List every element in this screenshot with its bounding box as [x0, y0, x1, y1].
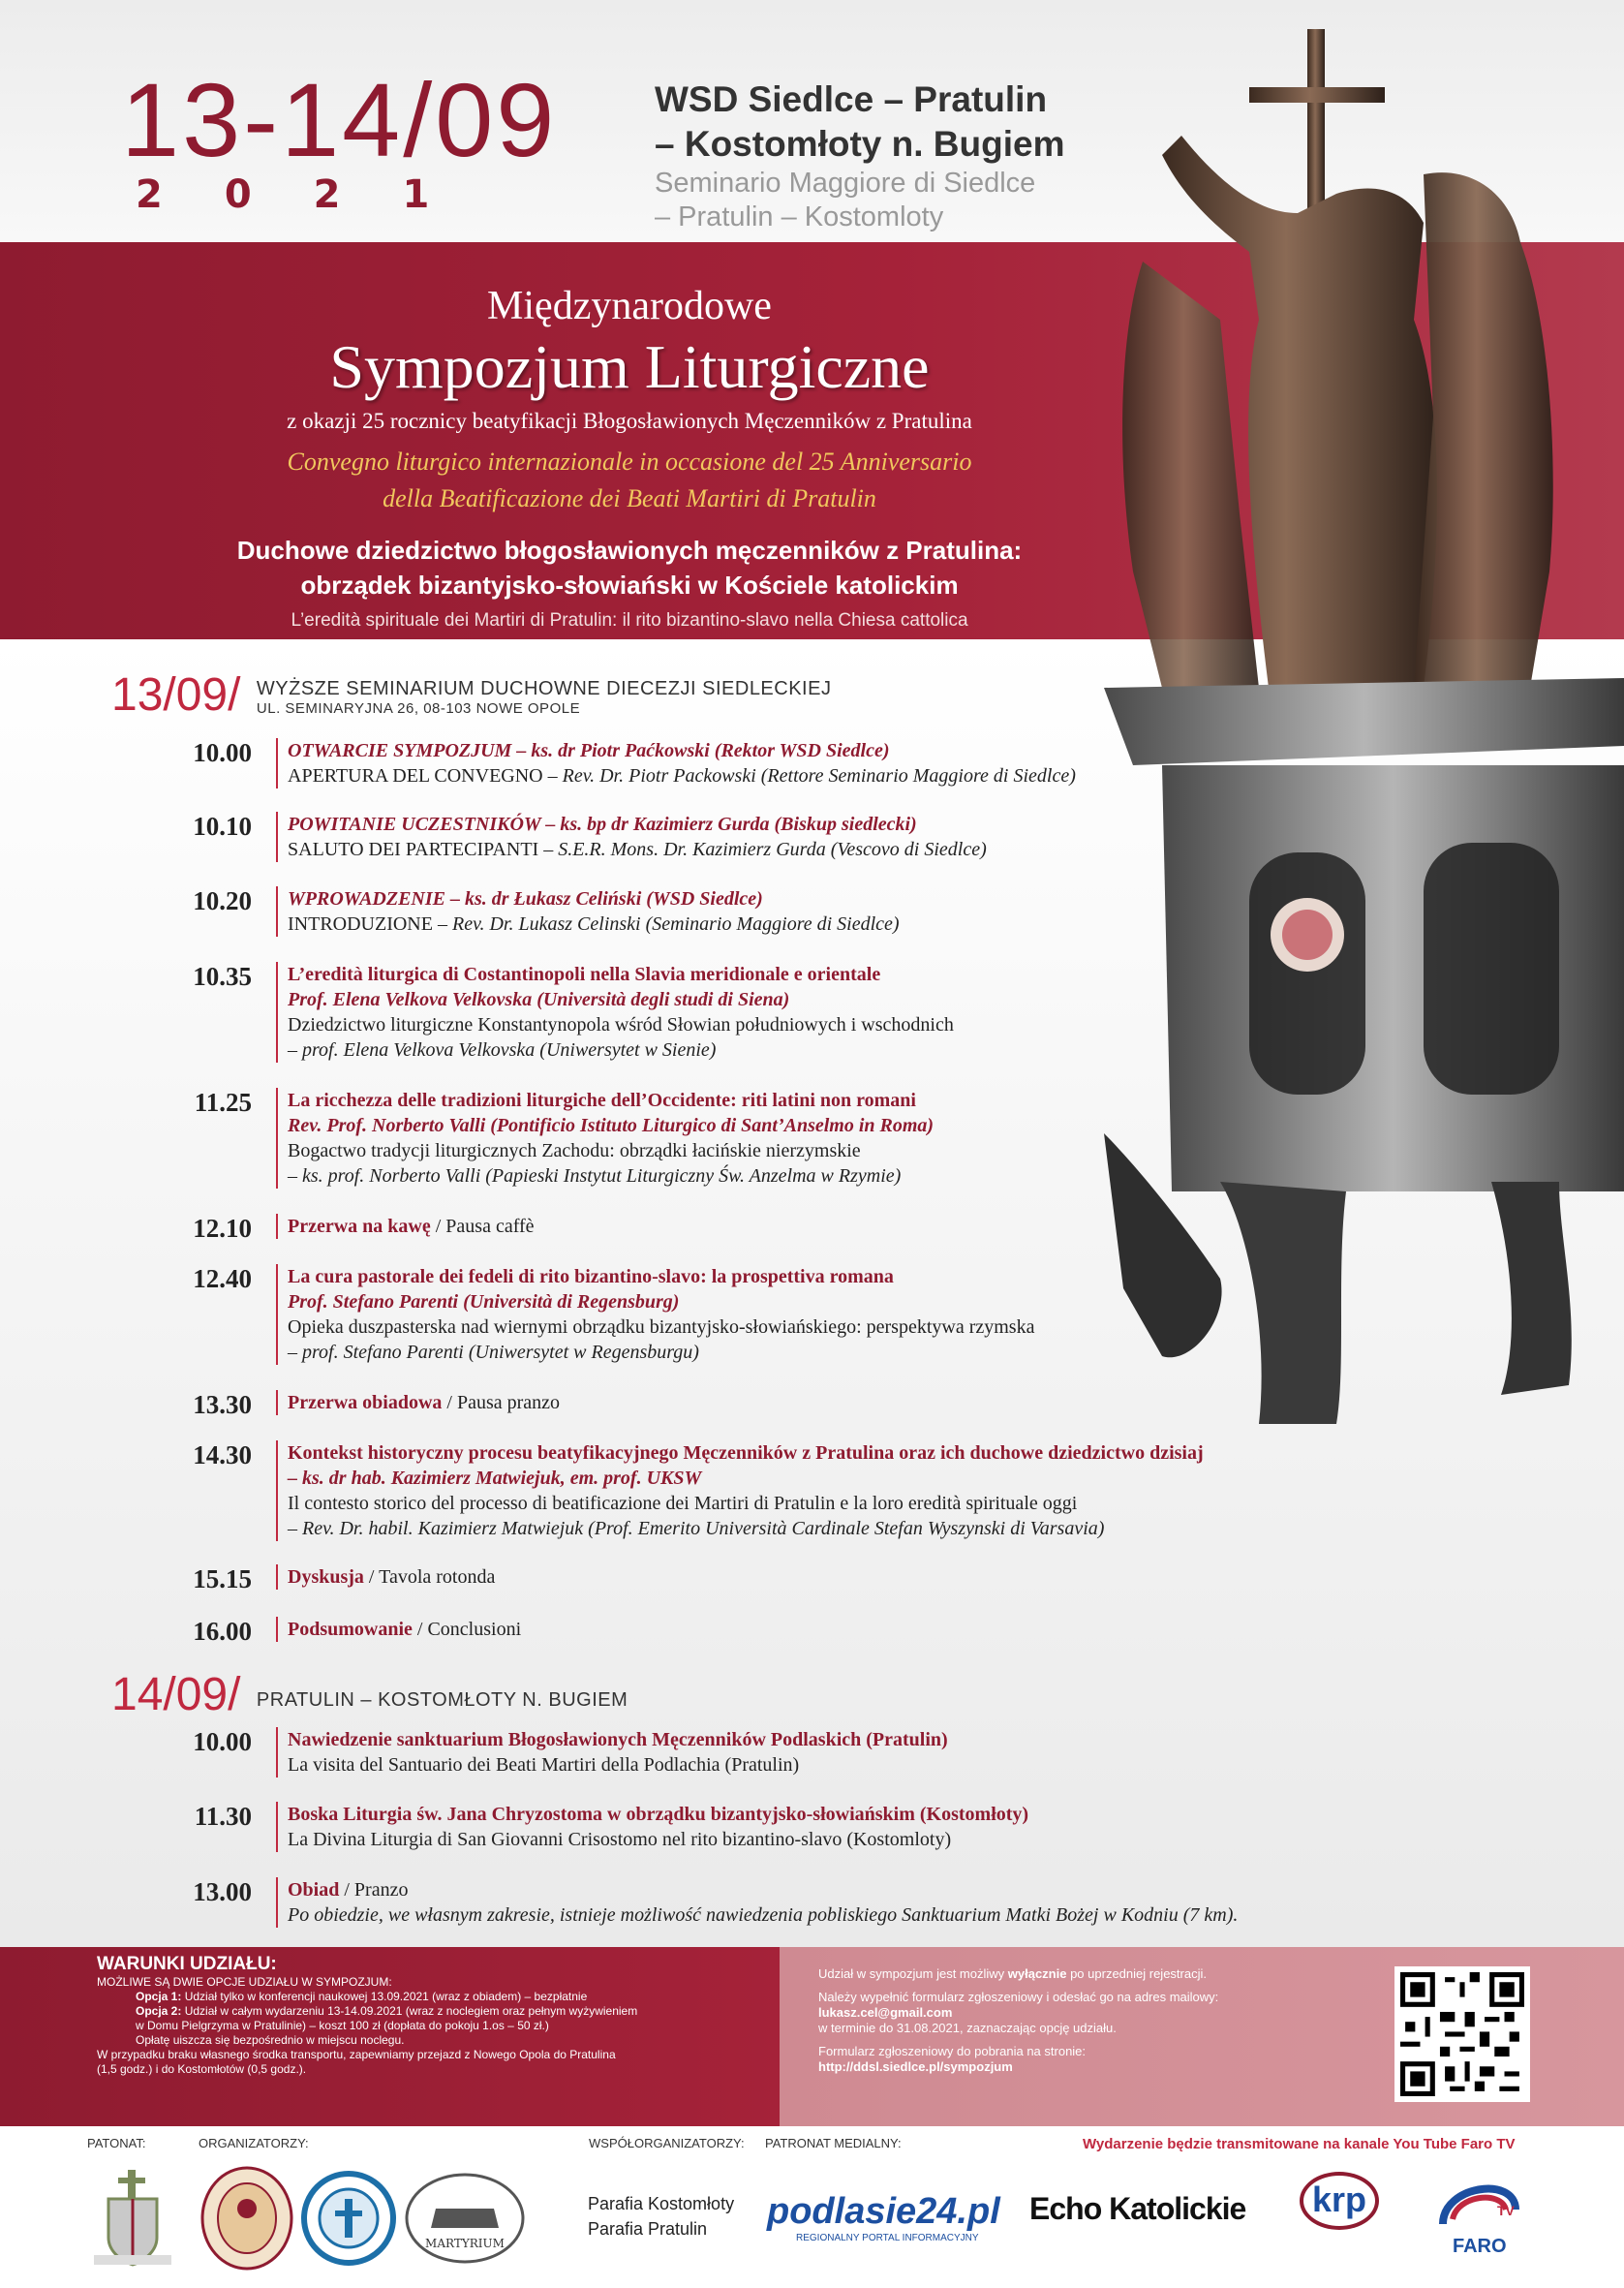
item-body	[276, 1264, 1034, 1365]
item-speaker: Prof. Stefano Parenti (Università di Regensburg)	[288, 1291, 680, 1313]
info-p1b: wyłącznie	[1007, 1966, 1067, 1981]
faro-text: FARO	[1453, 2236, 1507, 2257]
day1-date: 13/09/	[111, 669, 241, 721]
option-2-label: Opcja 2:	[136, 2004, 182, 2018]
diocesan-institute-logo-icon	[300, 2170, 397, 2267]
item-time: 11.30	[194, 1802, 252, 1831]
item-title-it: / Pausa pranzo	[442, 1392, 561, 1413]
item-body	[276, 738, 1076, 788]
occasion-pl: z okazji 25 rocznicy beatyfikacji Błogosławionych Męczenników z Pratulina	[287, 409, 972, 433]
item-title: POWITANIE UCZESTNIKÓW – ks. bp dr Kazimierz Gurda (Biskup siedlecki)	[288, 814, 917, 835]
info-p3: w terminie do 31.08.2021, zaznaczając opcję udziału.	[818, 2021, 1117, 2035]
item-subtitle: INTRODUZIONE –	[288, 913, 452, 935]
day1-header	[111, 668, 831, 722]
item-time: 13.00	[193, 1877, 252, 1906]
day1-place: WYŻSZE SEMINARIUM DUCHOWNE DIECEZJI SIEDLECKIEJ	[256, 678, 832, 699]
item-time: 10.35	[193, 962, 252, 991]
item-title-it: / Pranzo	[339, 1879, 409, 1901]
venue-it	[655, 167, 1035, 234]
transport-1: W przypadku braku własnego środka transportu, zapewniamy przejazd z Nowego Opola do Pratulina	[97, 2048, 616, 2061]
faro-arc-icon	[1433, 2166, 1525, 2234]
item-translation: Dziedzictwo liturgiczne Konstantynopola wśród Słowian południowych i wschodnich	[288, 1014, 954, 1036]
registration-url[interactable]: http://ddsl.siedlce.pl/sympozjum	[818, 2059, 1013, 2074]
podlasie24-logo	[767, 2191, 1000, 2243]
theme-pl-line-2: obrządek bizantyjsko-słowiański w Kościele katolickim	[300, 571, 959, 600]
main-title: Sympozjum Liturgiczne	[329, 332, 930, 401]
item-time: 11.25	[194, 1088, 252, 1117]
podlasie-sub: REGIONALNY PORTAL INFORMACYJNY	[796, 2233, 979, 2243]
occasion-it-line-1: Convegno liturgico internazionale in occasione del 25 Anniversario	[287, 448, 972, 476]
option-2-text: Udział w całym wydarzeniu 13-14.09.2021 (wraz z noclegiem oraz pełnym wyżywieniem	[181, 2004, 638, 2018]
item-time: 10.00	[193, 738, 252, 767]
option-1-label: Opcja 1:	[136, 1990, 182, 2003]
day1-place-block	[257, 678, 832, 717]
martyrium-text: MARTYRIUM	[425, 2237, 505, 2250]
item-time: 15.15	[193, 1564, 252, 1593]
seminary-seal-icon	[199, 2165, 295, 2272]
item-title: Dyskusja	[288, 1566, 364, 1588]
item-speaker: Rev. Dr. Piotr Packowski (Rettore Seminario Maggiore di Siedlce)	[562, 765, 1076, 787]
faro-tv-text: TV	[1497, 2203, 1515, 2218]
item-body	[276, 886, 900, 937]
option-2-text-b: w Domu Pielgrzyma w Pratulinie) – koszt 100 zł (dopłata do pokoju 1.os – 50 zł.)	[136, 2019, 549, 2032]
reliquary-statue-image	[1104, 29, 1624, 1453]
item-translation: Opieka duszpasterska nad wiernymi obrządku bizantyjsko-słowiańskiego: perspektywa rzymska	[288, 1316, 1035, 1338]
coorganizers	[588, 2191, 734, 2242]
echo-katolickie-logo: Echo Katolickie	[1029, 2191, 1246, 2226]
theme-pl-line-1: Duchowe dziedzictwo błogosławionych męczenników z Pratulina:	[236, 536, 1023, 565]
stream-note: Wydarzenie będzie transmitowane na kanale You Tube Faro TV	[1083, 2136, 1516, 2152]
media-patron-label: PATRONAT MEDIALNY:	[765, 2136, 902, 2150]
patron-label: PATONAT:	[87, 2136, 146, 2150]
day2-header	[111, 1668, 628, 1721]
item-translation: La Divina Liturgia di San Giovanni Crisostomo nel rito bizantino-slavo (Kostomloty)	[288, 1829, 952, 1850]
option-1	[97, 1990, 775, 2004]
parish-kostomloty: Parafia Kostomłoty	[588, 2194, 735, 2213]
bishop-coat-of-arms-icon	[89, 2170, 176, 2267]
item-time: 10.20	[193, 886, 252, 915]
registration-email[interactable]: lukasz.cel@gmail.com	[818, 2005, 953, 2020]
option-1-text: Udział tylko w konferencji naukowej 13.09.2021 (wraz z obiadem) – bezpłatnie	[181, 1990, 588, 2003]
item-translation: Il contesto storico del processo di beatificazione dei Martiri di Pratulin e la loro eredità spirituale oggi	[288, 1493, 1078, 1514]
theme-pl	[0, 533, 1259, 603]
parish-pratulin: Parafia Pratulin	[588, 2219, 708, 2239]
item-title: Podsumowanie	[288, 1619, 413, 1640]
item-body	[276, 1802, 1028, 1852]
item-body	[276, 812, 987, 862]
info-p1a: Udział w sympozjum jest możliwy	[818, 1966, 1008, 1981]
podlasie-text: podlasie24.pl	[767, 2191, 1000, 2232]
occasion-it	[0, 444, 1259, 517]
info-p4: Formularz zgłoszeniowy do pobrania na stronie:	[818, 2044, 1087, 2058]
day2-date: 14/09/	[111, 1669, 241, 1720]
item-time: 12.10	[193, 1214, 252, 1243]
item-body	[276, 1088, 934, 1189]
coorganizers-label: WSPÓŁORGANIZATORZY:	[589, 2136, 745, 2150]
item-title: Obiad	[288, 1879, 340, 1901]
item-body	[276, 1440, 1204, 1541]
item-speaker: Rev. Dr. Lukasz Celinski (Seminario Maggiore di Siedlce)	[451, 913, 900, 935]
item-speaker: S.E.R. Mons. Dr. Kazimierz Gurda (Vescovo di Siedlce)	[558, 839, 987, 860]
item-title-it: / Conclusioni	[412, 1619, 522, 1640]
item-body	[276, 962, 954, 1063]
item-body	[276, 1390, 560, 1415]
info-p1c: po uprzedniej rejestracji.	[1066, 1966, 1207, 1981]
conditions-title: WARUNKI UDZIAŁU:	[97, 1954, 277, 1974]
item-title: La ricchezza delle tradizioni liturgiche dell’Occidente: riti latini non romani	[288, 1090, 916, 1111]
venue-pl	[655, 77, 1064, 167]
event-date: 13-14/09	[121, 61, 558, 178]
item-note: Po obiedzie, we własnym zakresie, istnieje możliwość nawiedzenia pobliskiego Sanktuarium Matki Bożej w Kodniu (7 km).	[288, 1904, 1239, 1926]
item-body	[276, 1727, 948, 1778]
item-subtitle: SALUTO DEI PARTECIPANTI –	[288, 839, 559, 860]
venue-line-1: WSD Siedlce – Pratulin	[655, 79, 1048, 119]
item-time: 13.30	[193, 1390, 252, 1419]
theme-it: L’eredità spirituale dei Martiri di Pratulin: il rito bizantino-slavo nella Chiesa cattolica	[291, 610, 968, 631]
item-translation-speaker: – prof. Elena Velkova Velkovska (Uniwersytet w Sienie)	[288, 1039, 717, 1061]
option-2-text-c: Opłatę uiszcza się bezpośrednio w miejscu noclegu.	[136, 2033, 405, 2047]
conditions	[97, 1954, 775, 2077]
item-body	[276, 1564, 495, 1590]
occasion-it-line-2: della Beatificazione dei Beati Martiri di Pratulin	[383, 484, 876, 512]
registration-info	[818, 1966, 1302, 2075]
item-subtitle: APERTURA DEL CONVEGNO –	[288, 765, 563, 787]
organizers-label: ORGANIZATORZY:	[199, 2136, 309, 2150]
item-title: Boska Liturgia św. Jana Chryzostoma w obrządku bizantyjsko-słowiańskim (Kostomłoty)	[288, 1804, 1029, 1825]
item-title: Przerwa obiadowa	[288, 1392, 443, 1413]
item-title-it: / Pausa caffè	[430, 1216, 535, 1237]
item-body	[276, 1214, 535, 1239]
item-title: Nawiedzenie sanktuarium Błogosławionych Męczenników Podlaskich (Pratulin)	[288, 1729, 948, 1750]
item-time: 16.00	[193, 1617, 252, 1646]
item-title: OTWARCIE SYMPOZJUM – ks. dr Piotr Paćkowski (Rektor WSD Siedlce)	[288, 740, 890, 761]
item-time: 14.30	[193, 1440, 252, 1469]
qr-code[interactable]	[1394, 1966, 1530, 2102]
martyrium-logo-icon	[402, 2170, 528, 2267]
item-title: La cura pastorale dei fedeli di rito bizantino-slavo: la prospettiva romana	[288, 1266, 894, 1287]
day2-place: PRATULIN – KOSTOMŁOTY N. BUGIEM	[256, 1689, 628, 1711]
item-translation-speaker: – ks. prof. Norberto Valli (Papieski Instytut Liturgiczny Św. Anzelma w Rzymie)	[288, 1165, 902, 1187]
item-time: 10.10	[193, 812, 252, 841]
conditions-intro: MOŻLIWE SĄ DWIE OPCJE UDZIAŁU W SYMPOZJUM:	[97, 1975, 392, 1989]
item-translation-speaker: – prof. Stefano Parenti (Uniwersytet w Regensburgu)	[288, 1342, 699, 1363]
item-body	[276, 1617, 521, 1642]
item-time: 10.00	[193, 1727, 252, 1756]
title-pre: Międzynarodowe	[487, 284, 772, 328]
item-speaker: – ks. dr hab. Kazimierz Matwiejuk, em. prof. UKSW	[288, 1468, 702, 1489]
item-title: Kontekst historyczny procesu beatyfikacyjnego Męczenników z Pratulina oraz ich duchowe dziedzictwo dzisiaj	[288, 1442, 1204, 1464]
item-translation: Bogactwo tradycji liturgicznych Zachodu: obrządki łacińskie nierzymskie	[288, 1140, 861, 1161]
transport-2: (1,5 godz.) i do Kostomłotów (0,5 godz.).	[97, 2062, 307, 2076]
item-title-it: / Tavola rotonda	[363, 1566, 496, 1588]
item-translation: La visita del Santuario dei Beati Martiri della Podlachia (Pratulin)	[288, 1754, 800, 1776]
item-speaker: Prof. Elena Velkova Velkovska (Università degli studi di Siena)	[288, 989, 790, 1010]
item-speaker: Rev. Prof. Norberto Valli (Pontificio Istituto Liturgico di Sant’Anselmo in Roma)	[288, 1115, 935, 1136]
item-title: L’eredità liturgica di Costantinopoli nella Slavia meridionale e orientale	[288, 964, 881, 985]
info-p2: Należy wypełnić formularz zgłoszeniowy i odesłać go na adres mailowy:	[818, 1990, 1219, 2004]
krp-logo: krp	[1300, 2172, 1379, 2230]
venue-it-line-1: Seminario Maggiore di Siedlce	[655, 168, 1036, 199]
option-2	[97, 2004, 775, 2019]
item-title: Przerwa na kawę	[288, 1216, 431, 1237]
venue-it-line-2: – Pratulin – Kostomloty	[655, 201, 944, 232]
item-body	[276, 1877, 1238, 1928]
item-time: 12.40	[193, 1264, 252, 1293]
item-translation-speaker: – Rev. Dr. habil. Kazimierz Matwiejuk (Prof. Emerito Università Cardinale Stefan Wyszynski di Varsavia)	[288, 1518, 1105, 1539]
item-title: WPROWADZENIE – ks. dr Łukasz Celiński (WSD Siedlce)	[288, 888, 763, 910]
faro-tv-logo	[1433, 2166, 1525, 2263]
event-year: 2021	[136, 172, 492, 217]
day1-address: UL. SEMINARYJNA 26, 08-103 NOWE OPOLE	[256, 700, 581, 717]
venue-line-2: – Kostomłoty n. Bugiem	[655, 124, 1065, 164]
